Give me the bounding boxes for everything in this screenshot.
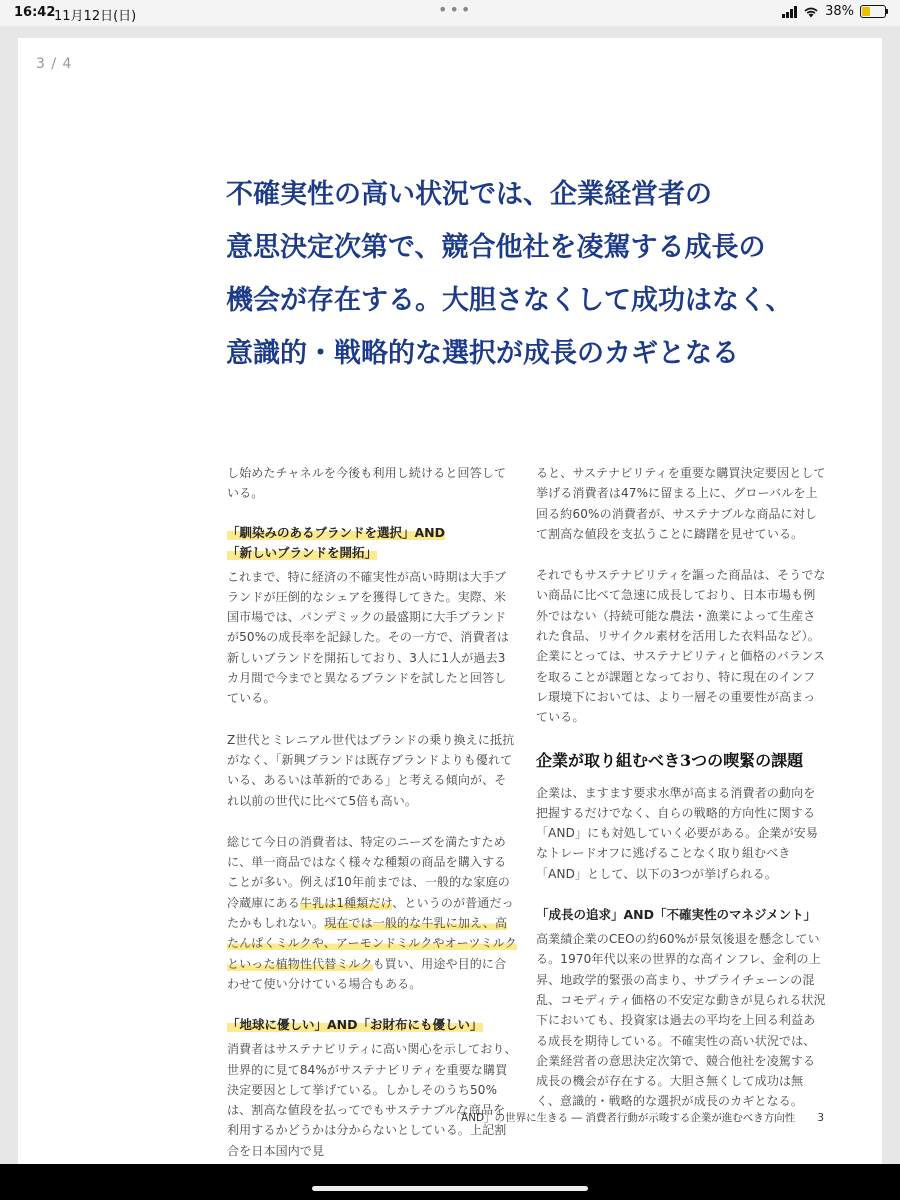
- multitask-dots-icon[interactable]: •••: [438, 0, 473, 19]
- paragraph: ると、サステナビリティを重要な購買決定要因として挙げる消費者は47%に留まる上に、グローバルを上回る約60%の消費者が、サステナブルな商品に対して割高な値段を支払うことに躊躇を見せている。: [536, 466, 826, 541]
- subheading-planet: [227, 1015, 517, 1035]
- footer-title: 「AND」の世界に生きる ― 消費者行動が示唆する企業が進むべき方向性: [450, 1112, 796, 1124]
- paragraph: 企業は、ますます要求水準が高まる消費者の動向を把握するだけでなく、自らの戦略的方向性に関する「AND」にも対処していく必要がある。企業が安易なトレードオフに逃げることなく取り組むべき「AND」として、以下の3つが挙げられる。: [536, 785, 819, 881]
- text-run: 、というのが普通だったかもしれない。: [227, 895, 514, 931]
- subheading-line: 「新しいブランドを開拓」: [227, 544, 378, 560]
- page-indicator: 3 / 4: [36, 56, 73, 72]
- highlighted-text: 牛乳は1種類だけ: [299, 895, 393, 910]
- highlighted-text: 現在では一般的な牛乳に加え、高たんぱくミルクや、アーモンドミルクやオーツミルクといった植物性代替ミルク: [227, 916, 517, 971]
- document-viewer[interactable]: [0, 26, 900, 1164]
- headline-line: 機会が存在する。大胆さなくして成功はなく、: [226, 285, 793, 316]
- paragraph: Z世代とミレニアル世代はブランドの乗り換えに抵抗がなく、「新興ブランドは既存ブランドよりも優れている、あるいは革新的である」と考える傾向が、それ以前の世代に比べて5倍も高い。: [227, 732, 515, 808]
- paragraph: し始めたチャネルを今後も利用し続けると回答している。: [227, 466, 507, 501]
- page-footer: [18, 1110, 824, 1125]
- headline-line: 不確実性の高い状況では、企業経営者の: [226, 179, 712, 210]
- paragraph: それでもサステナビリティを謳った商品は、そうでない商品に比べて急速に成長しており、日本市場も例外ではない（持続可能な農法・漁業によって生産された食品、リサイクル素材を活用した衣料品など）。企業にとっては、サステナビリティと価格のバランスを取ることが課題となっており、特に現在のインフレ環境下においては、より一層その重要性が高まっている。: [536, 568, 826, 725]
- right-column: [536, 463, 826, 1133]
- status-indicators: [782, 4, 886, 19]
- subheading-line: 「地球に優しい」AND「お財布にも優しい」: [227, 1017, 483, 1033]
- cellular-signal-icon: [782, 6, 797, 18]
- battery-icon: [860, 5, 886, 18]
- paragraph: これまで、特に経済の不確実性が高い時期は大手ブランドが圧倒的なシェアを獲得してきた。実際、米国市場では、パンデミックの最盛期に大手ブランドが50%の成長率を記録した。その一方で、消費者は新しいブランドを開拓しており、3人に1人が過去3カ月間で今までと異なるブランドを試したと回答している。: [227, 569, 510, 706]
- footer-page-number: 3: [817, 1112, 824, 1124]
- paragraph: 高業績企業のCEOの約60%が景気後退を懸念している。1970年代以来の世界的な高インフレ、金利の上昇、地政学的緊張の高まり、サプライチェーンの混乱、コモディティ価格の不安定な動きが見られる状況下においても、投資家は過去の平均を上回る利益ある成長を期待している。不確実性の高い状況では、企業経営者の意思決定次第で、競合他社を凌駕する成長の機会が存在する。大胆さ無くして成功は無く、意識的・戦略的な選択が成長のカギとなる。: [536, 932, 826, 1109]
- subheading-brand: [227, 523, 517, 563]
- subheading-line: 「馴染みのあるブランドを選択」AND: [227, 524, 446, 540]
- battery-percent: 38%: [825, 4, 854, 19]
- headline: [226, 168, 826, 380]
- text-run: 総じて今日の消費者は、特定のニーズを満たすために、単一商品ではなく様々な種類の商品を購入することが多い。例えば10年前までは、一般的な家庭の冷蔵庫にある: [227, 834, 510, 910]
- document-page[interactable]: [18, 38, 882, 1164]
- home-indicator-area: [0, 1164, 900, 1200]
- status-time: 16:42: [14, 5, 56, 20]
- status-bar: [0, 0, 900, 26]
- paragraph: 消費者はサステナビリティに高い関心を示しており、世界的に見て84%がサステナビリティを重要な購買決定要因として挙げている。しかしそのうち50%は、割高な値段を払ってでもサステナブルな商品を利用するかどうかは分からないとしている。上記割合を日本国内で見: [227, 1042, 517, 1158]
- text-run: も買い、用途や目的に合わせて使い分けている場合もある。: [227, 956, 507, 991]
- paragraph-milk: [227, 832, 517, 994]
- headline-line: 意思決定次第で、競合他社を凌駕する成長の: [226, 232, 766, 263]
- wifi-icon: [803, 6, 819, 18]
- home-indicator[interactable]: [312, 1186, 588, 1191]
- subheading-growth: 「成長の追求」AND「不確実性のマネジメント」: [536, 907, 817, 923]
- section-title: 企業が取り組むべき3つの喫緊の課題: [536, 750, 804, 770]
- headline-line: 意識的・戦略的な選択が成長のカギとなる: [226, 338, 739, 369]
- left-column: [227, 463, 517, 1182]
- status-date: 11月12日(日): [54, 9, 137, 24]
